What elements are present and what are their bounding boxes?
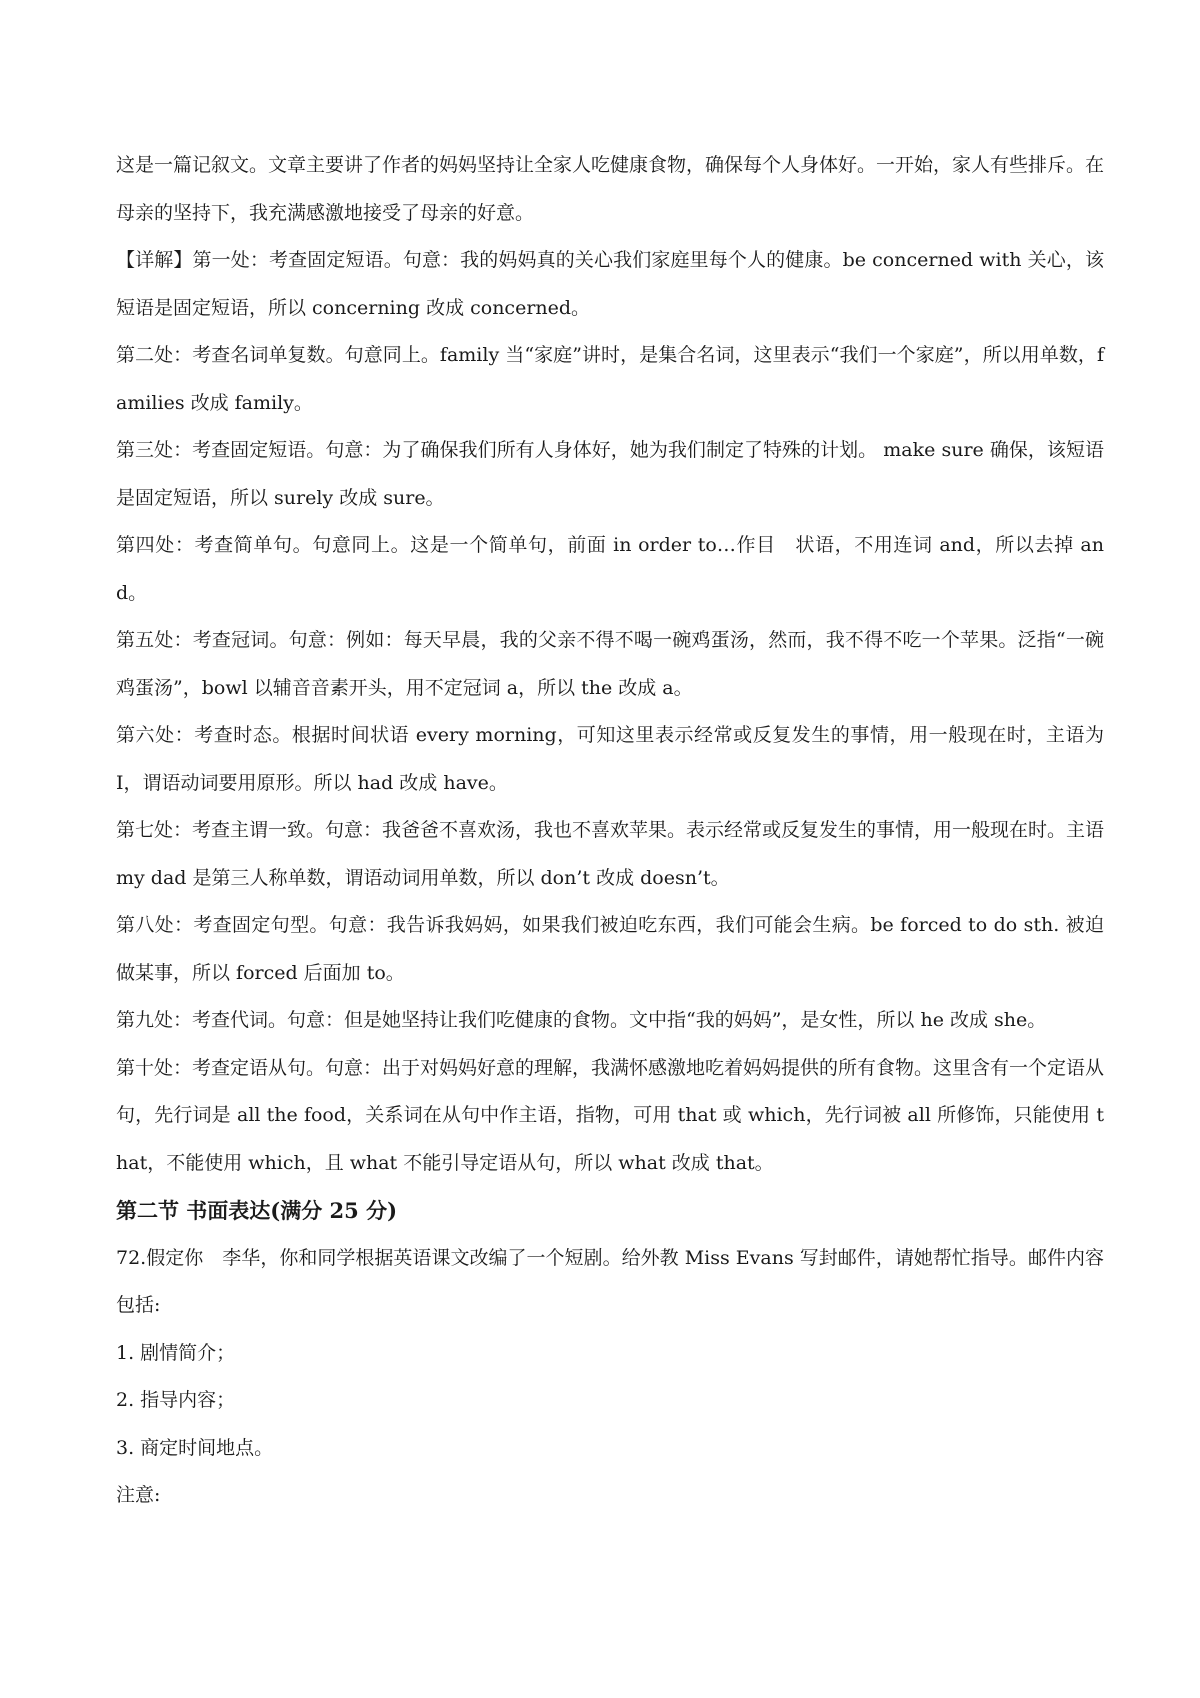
notes-label: 注意: [116, 1484, 161, 1506]
detail-paragraph-8: 第八处：考查固定句型。句意：我告诉我妈妈，如果我们被迫吃东西，我们可能会生病。be forced to do sth. 被迫做某事，所以 forced 后面加 to。 [116, 914, 1104, 984]
section-heading: 第二节 书面表达(满分 25 分) [116, 1198, 398, 1223]
detail-paragraph-7: 第七处：考查主谓一致。句意：我爸爸不喜欢汤，我也不喜欢苹果。表示经常或反复发生的事情，用一般现在时。主语 my dad 是第三人称单数，谓语动词用单数，所以 don’t 改成 doesn’t。 [116, 819, 1105, 889]
detail-paragraph-1: 【详解】第一处：考查固定短语。句意：我的妈妈真的关心我们家庭里每个人的健康。be concerned with 关心，该短语是固定短语，所以 concerning 改成 concerned。 [116, 249, 1104, 319]
detail-paragraph-5: 第五处：考查冠词。句意：例如：每天早晨，我的父亲不得不喝一碗鸡蛋汤，然而，我不得不吃一个苹果。泛指“一碗鸡蛋汤”，bowl 以辅音音素开头，用不定冠词 a，所以 the 改成 a。 [116, 629, 1104, 699]
detail-paragraph-6: 第六处：考查时态。根据时间状语 every morning，可知这里表示经常或反复发生的事情，用一般现在时，主语为 I，谓语动词要用原形。所以 had 改成 have。 [116, 724, 1104, 794]
detail-paragraph-3: 第三处：考查固定短语。句意：为了确保我们所有人身体好，她为我们制定了特殊的计划。 make sure 确保，该短语是固定短语，所以 surely 改成 sure。 [116, 439, 1104, 509]
detail-paragraph-9: 第九处：考查代词。句意：但是她坚持让我们吃健康的食物。文中指“我的妈妈”，是女性，所以 he 改成 she。 [116, 1009, 1047, 1031]
task-item-1: 1. 剧情简介； [116, 1341, 236, 1364]
detail-paragraph-2: 第二处：考查名词单复数。句意同上。family 当“家庭”讲时，是集合名词，这里表示“我们一个家庭”，所以用单数，families 改成 family。 [116, 344, 1104, 414]
task-prompt: 72.假定你 李华，你和同学根据英语课文改编了一个短剧。给外教 Miss Evans 写封邮件，请她帮忙指导。邮件内容包括: [116, 1246, 1104, 1316]
summary-paragraph: 这是一篇记叙文。文章主要讲了作者的妈妈坚持让全家人吃健康食物，确保每个人身体好。一开始，家人有些排斥。在母亲的坚持下，我充满感激地接受了母亲的好意。 [116, 154, 1105, 224]
detail-paragraph-4: 第四处：考查简单句。句意同上。这是一个简单句，前面 in order to…作目 状语，不用连词 and，所以去掉 and。 [116, 534, 1104, 604]
task-item-3: 3. 商定时间地点。 [116, 1436, 274, 1459]
detail-paragraph-10: 第十处：考查定语从句。句意：出于对妈妈好意的理解，我满怀感激地吃着妈妈提供的所有食物。这里含有一个定语从句，先行词是 all the food，关系词在从句中作主语，指物，可用 that 或 which，先行词被 all 所修饰，只能使用 that，不能使用 which，且 what 不能引导定语从句，所以 what 改成 that。 [116, 1056, 1105, 1174]
task-item-2: 2. 指导内容； [116, 1389, 236, 1411]
